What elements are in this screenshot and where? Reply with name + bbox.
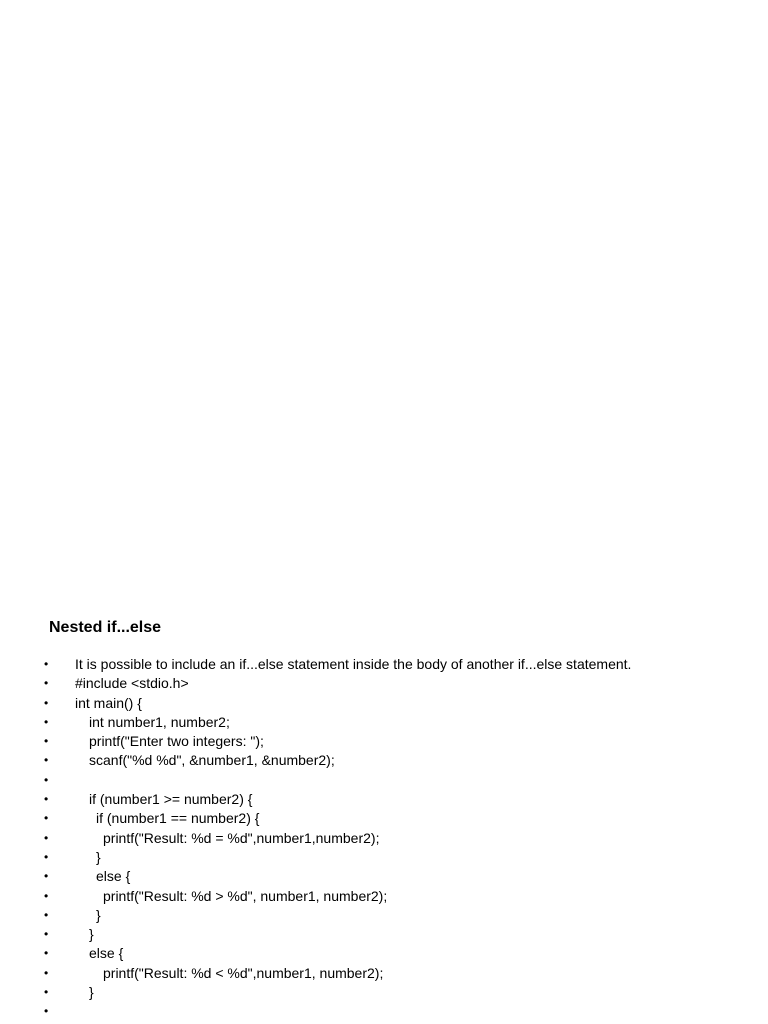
code-line: printf("Result: %d = %d",number1,number2); (103, 829, 380, 846)
code-line: if (number1 == number2) { (96, 810, 260, 827)
list-item (0, 674, 768, 693)
bullet-icon: • (44, 714, 49, 729)
code-line: else { (89, 945, 124, 962)
list-item (0, 713, 768, 732)
list-item (0, 809, 768, 828)
code-line: } (89, 984, 94, 1001)
code-line: else { (96, 868, 131, 885)
bullet-icon: • (44, 772, 49, 787)
bullet-icon: • (44, 753, 49, 768)
bullet-icon: • (44, 965, 49, 980)
bullet-icon: • (44, 946, 49, 961)
code-line: printf("Result: %d < %d",number1, number2); (103, 964, 384, 981)
list-item (0, 771, 768, 790)
code-line: } (89, 926, 94, 943)
code-line: } (96, 848, 101, 865)
code-line: printf("Enter two integers: "); (89, 733, 264, 750)
list-item (0, 732, 768, 751)
bullet-icon: • (44, 657, 49, 671)
code-line: int main() { (75, 694, 142, 711)
bullet-icon: • (44, 676, 49, 691)
list-item (0, 694, 768, 713)
list-item (0, 887, 768, 906)
list-item (0, 964, 768, 983)
bullet-icon: • (44, 734, 49, 749)
bullet-icon: • (44, 888, 49, 903)
list-item (0, 906, 768, 925)
list-item (0, 944, 768, 963)
list-item (0, 790, 768, 809)
bullet-icon: • (44, 907, 49, 922)
code-line: } (96, 906, 101, 923)
bullet-list (0, 655, 768, 1022)
list-item (0, 1002, 768, 1021)
bullet-icon: • (44, 811, 49, 826)
code-line: if (number1 >= number2) { (89, 791, 253, 808)
list-item (0, 655, 768, 674)
list-item (0, 983, 768, 1002)
bullet-icon: • (44, 849, 49, 864)
bullet-icon: • (44, 927, 49, 942)
list-item (0, 925, 768, 944)
bullet-icon: • (44, 792, 49, 807)
list-item (0, 751, 768, 770)
code-line: printf("Result: %d > %d", number1, number2); (103, 887, 388, 904)
code-line: scanf("%d %d", &number1, &number2); (89, 752, 335, 769)
list-item (0, 829, 768, 848)
code-line: #include <stdio.h> (75, 675, 189, 692)
code-line: int number1, number2; (89, 713, 230, 730)
bullet-icon: • (44, 830, 49, 845)
list-item (0, 867, 768, 886)
bullet-icon: • (44, 1004, 49, 1019)
bullet-icon: • (44, 695, 49, 710)
bullet-icon: • (44, 985, 49, 1000)
bullet-icon: • (44, 869, 49, 884)
slide-title: Nested if...else (49, 619, 162, 636)
list-item-text: It is possible to include an if...else statement inside the body of another if...else statement. (75, 656, 632, 672)
list-item (0, 848, 768, 867)
